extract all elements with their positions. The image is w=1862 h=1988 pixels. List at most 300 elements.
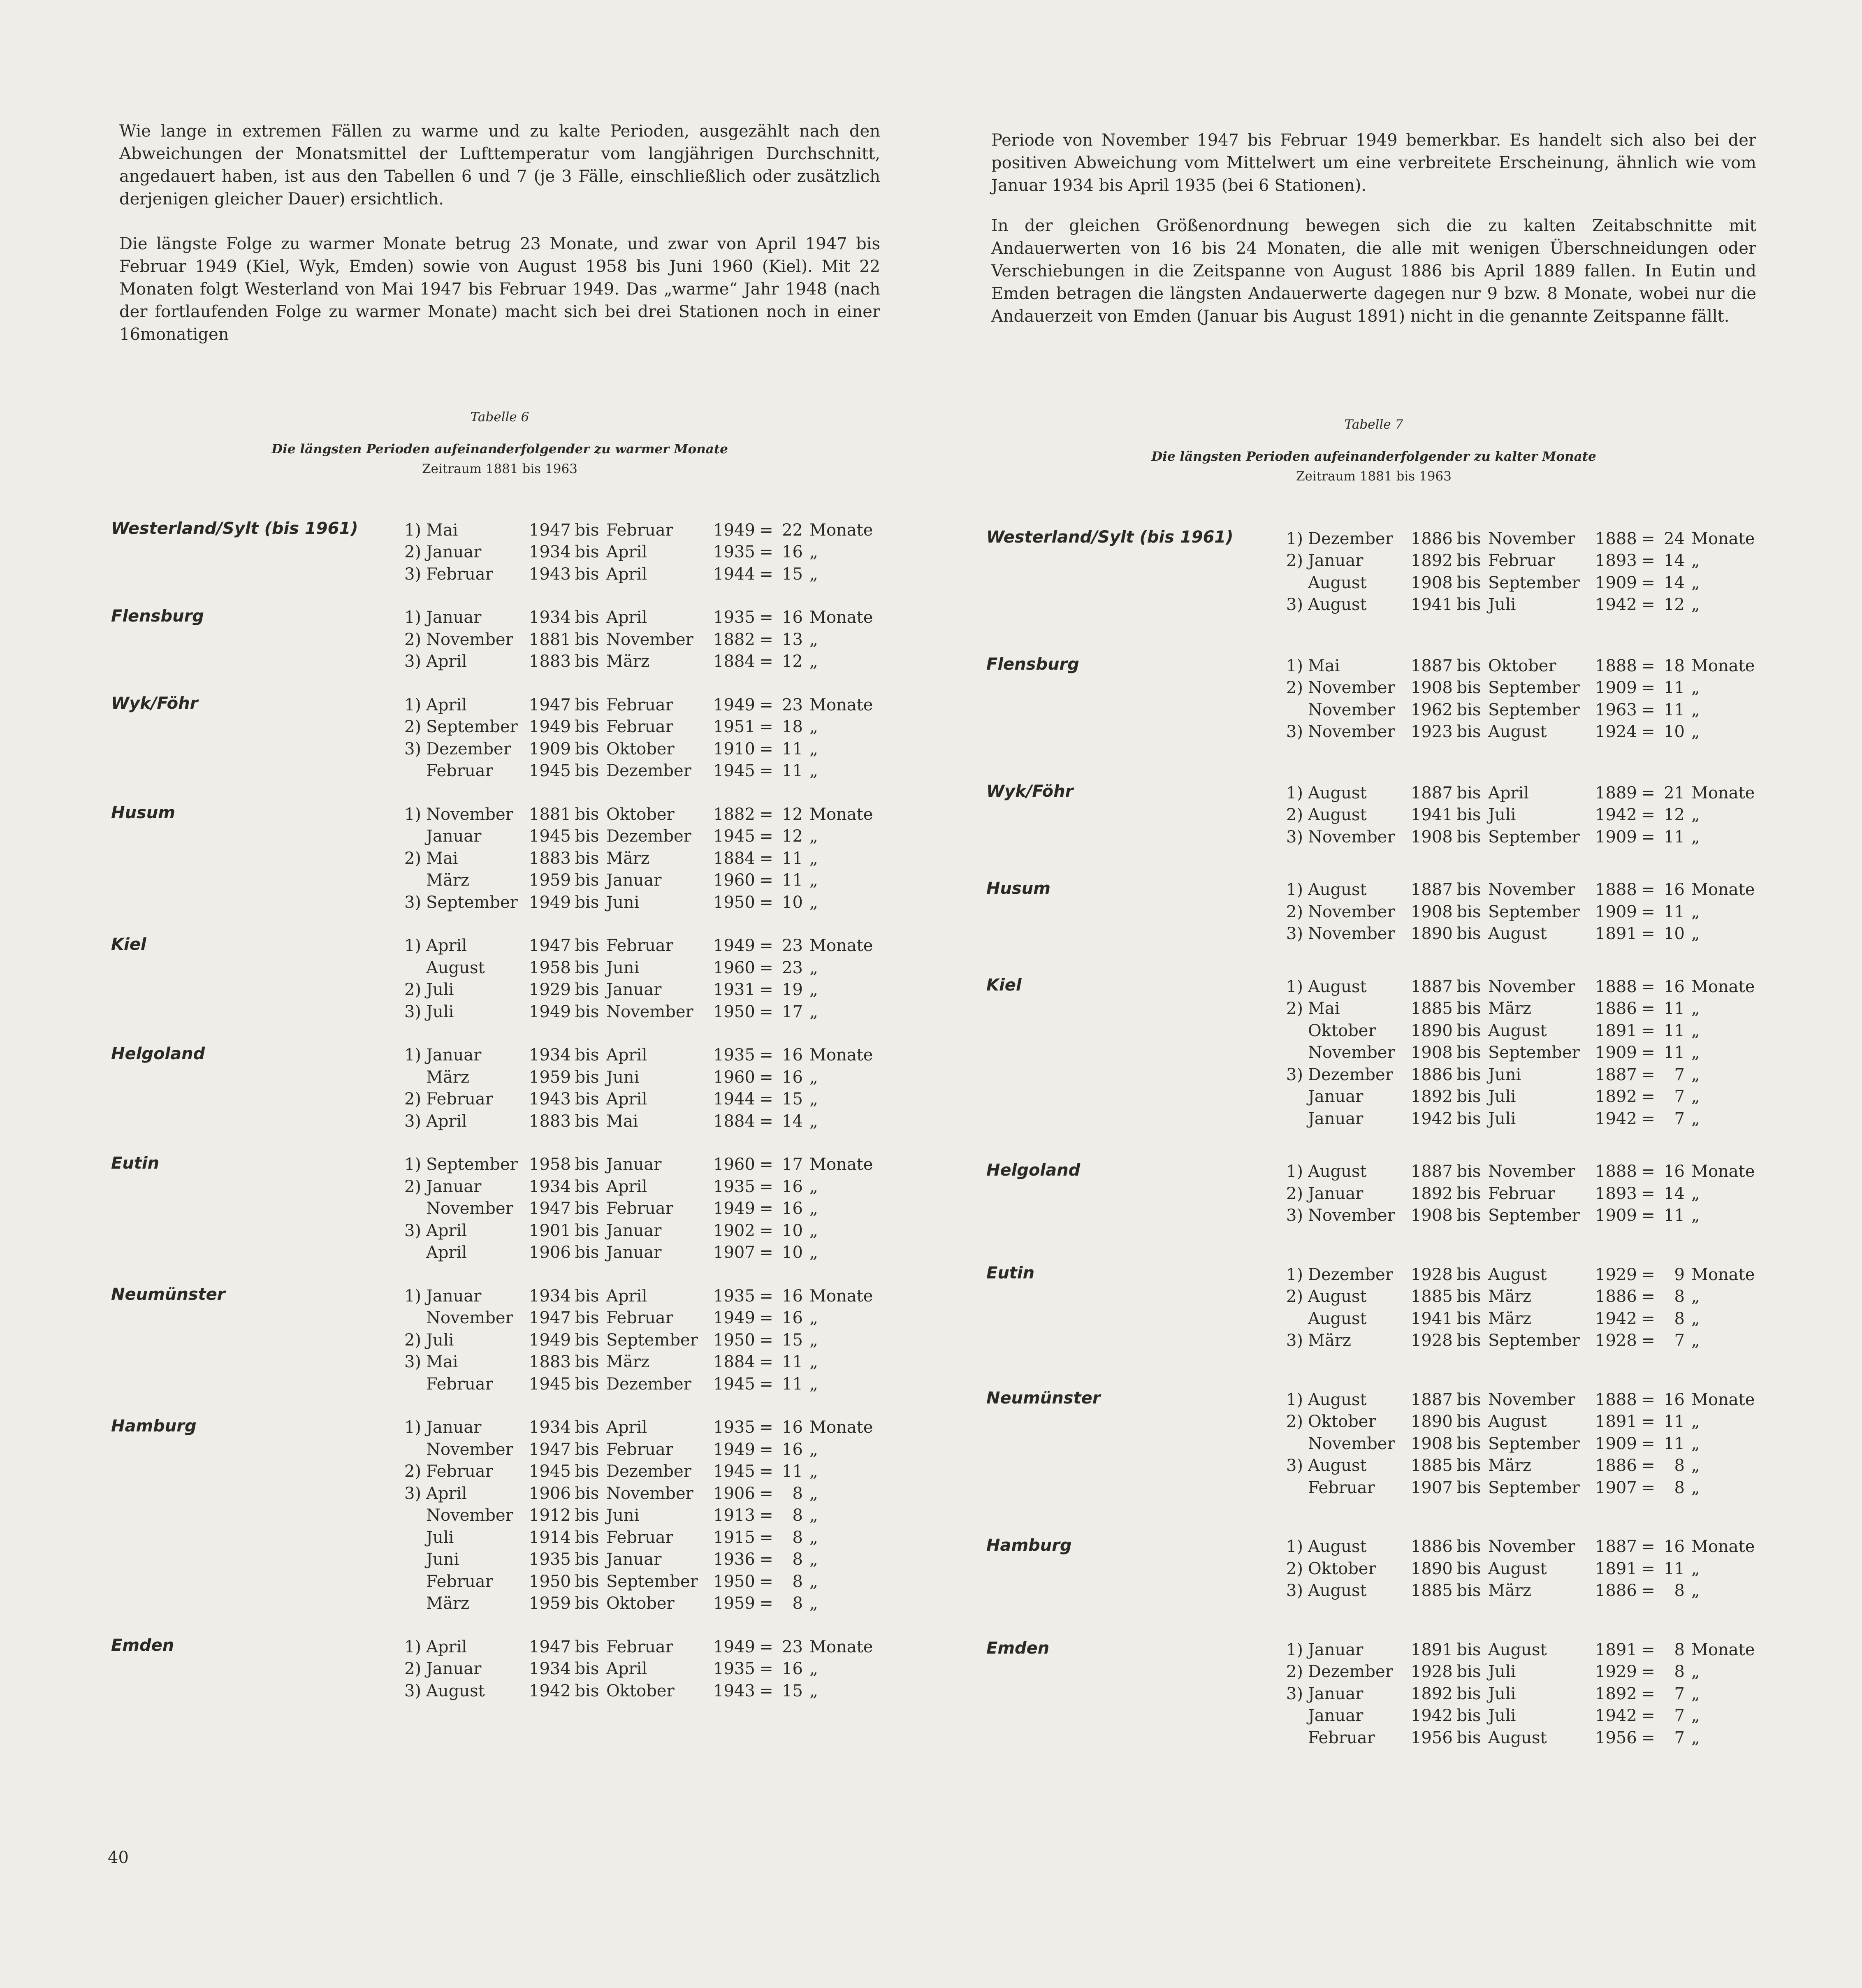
end-month: Januar <box>606 980 662 1000</box>
table-row <box>392 1417 888 1439</box>
unit-label: Monate <box>809 695 873 714</box>
start-month: Januar <box>426 1286 482 1306</box>
unit-label: „ <box>809 893 818 912</box>
station-name: Neumünster <box>986 1389 1101 1408</box>
station-name: Wyk/Föhr <box>111 694 198 713</box>
start-month: November <box>426 805 513 824</box>
end-year: 1944 <box>713 564 755 584</box>
bis-word: bis <box>1456 783 1481 803</box>
duration: 23 <box>782 958 803 977</box>
start-year: 1928 <box>1411 1265 1453 1284</box>
rank-label: 2) <box>404 717 421 737</box>
start-year: 1935 <box>529 1550 571 1569</box>
equals-sign: = <box>759 1352 773 1372</box>
table-row <box>392 651 888 673</box>
equals-sign: = <box>1641 1706 1655 1726</box>
end-year: 1884 <box>713 1111 755 1131</box>
bis-word: bis <box>1456 1706 1481 1726</box>
equals-sign: = <box>759 1637 773 1656</box>
equals-sign: = <box>1641 999 1655 1018</box>
unit-label: „ <box>809 1002 818 1021</box>
bis-word: bis <box>575 827 599 846</box>
duration: 8 <box>1674 1456 1685 1475</box>
bis-word: bis <box>1456 1043 1481 1062</box>
end-year: 1944 <box>713 1090 755 1109</box>
end-year: 1907 <box>713 1243 755 1262</box>
bis-word: bis <box>575 1243 599 1262</box>
station-group <box>111 1044 888 1132</box>
bis-word: bis <box>575 871 599 890</box>
station-group <box>111 1285 888 1395</box>
rank-label: 3) <box>404 1484 421 1503</box>
start-year: 1908 <box>1411 1434 1453 1453</box>
table-row <box>1273 721 1769 743</box>
start-month: August <box>1308 1581 1367 1601</box>
start-year: 1909 <box>529 739 571 759</box>
table-row <box>392 935 888 957</box>
rank-label: 1) <box>404 520 421 540</box>
rank-label: 2) <box>1286 678 1303 698</box>
start-year: 1907 <box>1411 1478 1453 1497</box>
start-month: Juni <box>426 1550 459 1569</box>
start-year: 1934 <box>529 1286 571 1306</box>
unit-label: „ <box>1691 1434 1700 1453</box>
end-month: August <box>1488 1640 1547 1659</box>
bis-word: bis <box>575 1418 599 1437</box>
end-year: 1942 <box>1595 1706 1637 1726</box>
duration: 14 <box>1664 551 1685 571</box>
station-name: Hamburg <box>986 1536 1072 1555</box>
bis-word: bis <box>1456 1265 1481 1284</box>
rank-label: 2) <box>1286 551 1303 571</box>
duration: 11 <box>782 761 803 781</box>
equals-sign: = <box>759 1659 773 1679</box>
duration: 16 <box>1664 977 1685 996</box>
duration: 8 <box>792 1506 803 1525</box>
unit-label: „ <box>809 1659 818 1679</box>
equals-sign: = <box>1641 1478 1655 1497</box>
end-year: 1891 <box>1595 924 1637 944</box>
start-year: 1949 <box>529 893 571 912</box>
bis-word: bis <box>575 1067 599 1087</box>
bis-word: bis <box>575 849 599 868</box>
unit-label: Monate <box>809 1046 873 1065</box>
end-year: 1888 <box>1595 880 1637 900</box>
end-month: November <box>1488 1537 1575 1557</box>
start-month: Mai <box>426 849 458 868</box>
start-year: 1912 <box>529 1506 571 1525</box>
end-year: 1909 <box>1595 1434 1637 1453</box>
bis-word: bis <box>575 543 599 562</box>
table-row <box>1273 1455 1769 1477</box>
bis-word: bis <box>575 717 599 737</box>
start-year: 1947 <box>529 695 571 714</box>
end-year: 1960 <box>713 871 755 890</box>
table-row <box>1273 1727 1769 1749</box>
equals-sign: = <box>759 1286 773 1306</box>
equals-sign: = <box>1641 1087 1655 1107</box>
end-year: 1935 <box>713 608 755 627</box>
end-year: 1909 <box>1595 902 1637 921</box>
start-month: November <box>426 630 513 649</box>
start-month: Januar <box>1308 1706 1363 1726</box>
rank-label: 1) <box>404 1155 421 1174</box>
table-row <box>392 1351 888 1373</box>
bis-word: bis <box>575 1659 599 1679</box>
equals-sign: = <box>759 1374 773 1394</box>
start-month: November <box>1308 678 1395 698</box>
start-month: April <box>426 936 467 956</box>
bis-word: bis <box>1456 700 1481 719</box>
start-year: 1890 <box>1411 1412 1453 1431</box>
start-month: November <box>1308 902 1395 921</box>
start-month: April <box>426 1484 467 1503</box>
bis-word: bis <box>575 1440 599 1459</box>
duration: 10 <box>782 893 803 912</box>
start-month: April <box>426 1243 467 1262</box>
end-month: Februar <box>1488 1184 1555 1203</box>
bis-word: bis <box>575 958 599 977</box>
equals-sign: = <box>1641 678 1655 698</box>
equals-sign: = <box>759 739 773 759</box>
equals-sign: = <box>759 1090 773 1109</box>
unit-label: „ <box>809 1308 818 1328</box>
start-month: Februar <box>426 1090 493 1109</box>
rank-label: 3) <box>404 1002 421 1021</box>
end-month: Oktober <box>606 739 675 759</box>
start-year: 1923 <box>1411 722 1453 742</box>
continuation-paragraph: Periode von November 1947 bis Februar 1949 bemerkbar. Es handelt sich also bei der positiven Abweichung vom Mittelwert um eine verbreitete Erscheinung, ähnlich wie vom Januar 1934 bis April 1935 (bei 6 Stationen). <box>991 131 1756 195</box>
duration: 23 <box>782 1637 803 1656</box>
equals-sign: = <box>1641 1728 1655 1747</box>
unit-label: Monate <box>809 1637 873 1656</box>
unit-label: „ <box>809 761 818 781</box>
end-year: 1951 <box>713 717 755 737</box>
duration: 11 <box>1664 678 1685 698</box>
start-month: August <box>1308 977 1367 996</box>
duration: 12 <box>782 805 803 824</box>
end-month: September <box>606 1330 698 1350</box>
equals-sign: = <box>1641 1662 1655 1682</box>
rank-label: 2) <box>1286 1662 1303 1682</box>
table-row <box>392 694 888 716</box>
duration: 11 <box>1664 1206 1685 1225</box>
duration: 16 <box>1664 1390 1685 1409</box>
unit-label: „ <box>809 1462 818 1481</box>
end-year: 1942 <box>1595 1309 1637 1328</box>
start-month: September <box>426 893 518 912</box>
unit-label: „ <box>1691 1559 1700 1578</box>
start-year: 1949 <box>529 717 571 737</box>
start-year: 1883 <box>529 1352 571 1372</box>
unit-label: „ <box>809 630 818 649</box>
equals-sign: = <box>1641 722 1655 742</box>
end-year: 1893 <box>1595 1184 1637 1203</box>
duration: 10 <box>782 1243 803 1262</box>
unit-label: „ <box>809 827 818 846</box>
equals-sign: = <box>759 805 773 824</box>
rank-label: 1) <box>404 608 421 627</box>
duration: 11 <box>1664 827 1685 847</box>
unit-label: „ <box>1691 999 1700 1018</box>
equals-sign: = <box>759 1111 773 1131</box>
station-name: Emden <box>111 1636 174 1655</box>
duration: 8 <box>1674 1581 1685 1601</box>
duration: 7 <box>1674 1109 1685 1128</box>
end-year: 1909 <box>1595 827 1637 847</box>
start-month: März <box>426 871 469 890</box>
equals-sign: = <box>1641 805 1655 825</box>
table-7-period: Zeitraum 1881 bis 1963 <box>1296 469 1452 484</box>
rank-label: 1) <box>404 936 421 956</box>
bis-word: bis <box>1456 999 1481 1018</box>
rank-label: 1) <box>404 805 421 824</box>
duration: 12 <box>1664 595 1685 615</box>
unit-label: „ <box>1691 722 1700 742</box>
bis-word: bis <box>1456 1434 1481 1453</box>
unit-label: „ <box>809 1067 818 1087</box>
rank-label: 3) <box>404 1111 421 1131</box>
end-month: Februar <box>606 520 673 540</box>
end-year: 1884 <box>713 1352 755 1372</box>
equals-sign: = <box>1641 529 1655 548</box>
rank-label: 2) <box>404 849 421 868</box>
end-year: 1882 <box>713 805 755 824</box>
end-year: 1950 <box>713 1572 755 1591</box>
start-year: 1883 <box>529 849 571 868</box>
duration: 16 <box>782 1177 803 1196</box>
table-row <box>392 826 888 848</box>
station-name: Flensburg <box>111 606 204 626</box>
station-group <box>111 1154 888 1264</box>
bis-word: bis <box>1456 1162 1481 1181</box>
equals-sign: = <box>1641 1640 1655 1659</box>
end-year: 1887 <box>1595 1065 1637 1084</box>
start-year: 1958 <box>529 958 571 977</box>
equals-sign: = <box>1641 1581 1655 1601</box>
equals-sign: = <box>759 1484 773 1503</box>
start-year: 1959 <box>529 1067 571 1087</box>
end-year: 1945 <box>713 827 755 846</box>
start-year: 1886 <box>1411 1537 1453 1557</box>
bis-word: bis <box>575 1572 599 1591</box>
start-month: August <box>426 1681 485 1700</box>
rank-label: 3) <box>1286 1581 1303 1601</box>
equals-sign: = <box>1641 1537 1655 1557</box>
duration: 10 <box>1664 924 1685 944</box>
duration: 8 <box>1674 1478 1685 1497</box>
duration: 18 <box>782 717 803 737</box>
rank-label: 1) <box>404 1418 421 1437</box>
start-year: 1886 <box>1411 1065 1453 1084</box>
start-year: 1892 <box>1411 1087 1453 1107</box>
bis-word: bis <box>1456 902 1481 921</box>
table-row <box>392 1636 888 1658</box>
end-month: Februar <box>606 1199 673 1218</box>
unit-label: Monate <box>1691 1640 1755 1659</box>
end-year: 1949 <box>713 936 755 956</box>
rank-label: 3) <box>404 1352 421 1372</box>
end-year: 1949 <box>713 520 755 540</box>
equals-sign: = <box>759 1506 773 1525</box>
bis-word: bis <box>575 739 599 759</box>
start-year: 1885 <box>1411 1456 1453 1475</box>
unit-label: „ <box>1691 1021 1700 1040</box>
end-year: 1892 <box>1595 1087 1637 1107</box>
end-year: 1887 <box>1595 1537 1637 1557</box>
start-year: 1892 <box>1411 551 1453 571</box>
station-name: Westerland/Sylt (bis 1961) <box>986 528 1234 547</box>
end-month: September <box>1488 1331 1580 1350</box>
unit-label: Monate <box>1691 1390 1755 1409</box>
table-7-title: Die längsten Perioden aufeinanderfolgender zu kalter Monate <box>1151 449 1596 464</box>
bis-word: bis <box>575 630 599 649</box>
end-year: 1886 <box>1595 999 1637 1018</box>
start-month: November <box>1308 1206 1395 1225</box>
unit-label: „ <box>1691 678 1700 698</box>
end-month: Juli <box>1488 1684 1516 1703</box>
unit-label: „ <box>809 1177 818 1196</box>
duration: 7 <box>1674 1087 1685 1107</box>
bis-word: bis <box>1456 1412 1481 1431</box>
unit-label: „ <box>1691 1728 1700 1747</box>
end-month: August <box>1488 1265 1547 1284</box>
end-year: 1910 <box>713 739 755 759</box>
start-year: 1947 <box>529 1440 571 1459</box>
unit-label: „ <box>809 564 818 584</box>
equals-sign: = <box>759 564 773 584</box>
unit-label: „ <box>809 1352 818 1372</box>
duration: 8 <box>1674 1640 1685 1659</box>
duration: 7 <box>1674 1684 1685 1703</box>
table-row <box>1273 1286 1769 1308</box>
duration: 16 <box>1664 1162 1685 1181</box>
bis-word: bis <box>1456 1287 1481 1306</box>
unit-label: Monate <box>809 1418 873 1437</box>
table-row <box>1273 998 1769 1020</box>
end-year: 1960 <box>713 958 755 977</box>
start-year: 1906 <box>529 1484 571 1503</box>
unit-label: „ <box>1691 1109 1700 1128</box>
rank-label: 3) <box>404 893 421 912</box>
equals-sign: = <box>759 652 773 671</box>
rank-label: 3) <box>1286 1684 1303 1703</box>
bis-word: bis <box>575 1177 599 1196</box>
end-month: November <box>606 1484 693 1503</box>
start-year: 1908 <box>1411 573 1453 592</box>
unit-label: „ <box>809 1681 818 1700</box>
equals-sign: = <box>1641 656 1655 675</box>
equals-sign: = <box>1641 1390 1655 1409</box>
equals-sign: = <box>759 871 773 890</box>
end-year: 1889 <box>1595 783 1637 803</box>
bis-word: bis <box>575 761 599 781</box>
end-year: 1891 <box>1595 1412 1637 1431</box>
warm-periods-paragraph: Die längste Folge zu warmer Monate betrug 23 Monate, und zwar von April 1947 bis Februar 1949 (Kiel, Wyk, Emden) sowie von August 1958 bis Juni 1960 (Kiel). Mit 22 Monaten folgt Westerland von Mai 1947 bis Februar 1949. Das „warme“ Jahr 1948 (nach der fortlaufenden Folge zu warmer Monate) macht sich bei drei Stationen noch in einer 16monatigen <box>119 234 880 344</box>
duration: 16 <box>782 543 803 562</box>
rank-label: 1) <box>404 1286 421 1306</box>
table-row <box>392 1176 888 1198</box>
end-month: September <box>1488 902 1580 921</box>
end-month: Juni <box>606 958 640 977</box>
end-year: 1915 <box>713 1528 755 1547</box>
end-year: 1945 <box>713 1374 755 1394</box>
end-month: November <box>606 630 693 649</box>
start-month: Mai <box>426 520 458 540</box>
station-name: Westerland/Sylt (bis 1961) <box>111 519 358 538</box>
rank-label: 3) <box>1286 1065 1303 1084</box>
table-row <box>392 1154 888 1176</box>
start-year: 1941 <box>1411 805 1453 825</box>
table-row <box>1273 1705 1769 1727</box>
end-month: Januar <box>606 1155 662 1174</box>
table-row <box>1273 879 1769 901</box>
start-year: 1934 <box>529 1177 571 1196</box>
bis-word: bis <box>575 805 599 824</box>
bis-word: bis <box>575 1550 599 1569</box>
station-name: Flensburg <box>986 655 1079 674</box>
end-month: November <box>1488 1162 1575 1181</box>
start-month: Februar <box>1308 1728 1375 1747</box>
table-row <box>1273 1411 1769 1433</box>
table-row <box>392 1285 888 1307</box>
end-month: November <box>1488 529 1575 548</box>
end-year: 1945 <box>713 761 755 781</box>
end-month: Januar <box>606 1221 662 1240</box>
table-row <box>392 1307 888 1329</box>
end-month: Februar <box>606 1308 673 1328</box>
intro-paragraph: Wie lange in extremen Fällen zu warme und zu kalte Perioden, ausgezählt nach den Abweichungen der Monatsmittel der Lufttemperatur vom langjährigen Durchschnitt, angedauert haben, ist aus den Tabellen 6 und 7 (je 3 Fälle, einschließlich oder zusätzlich derjenigen gleicher Dauer) ersichtlich. <box>119 122 880 209</box>
table-row <box>392 1593 888 1615</box>
unit-label: Monate <box>1691 880 1755 900</box>
end-year: 1945 <box>713 1462 755 1481</box>
station-name: Hamburg <box>111 1416 197 1436</box>
end-month: Dezember <box>606 1462 691 1481</box>
duration: 8 <box>1674 1309 1685 1328</box>
equals-sign: = <box>759 1440 773 1459</box>
end-year: 1909 <box>1595 678 1637 698</box>
unit-label: „ <box>1691 595 1700 615</box>
unit-label: Monate <box>809 936 873 956</box>
end-year: 1893 <box>1595 551 1637 571</box>
end-year: 1929 <box>1595 1265 1637 1284</box>
end-year: 1891 <box>1595 1021 1637 1040</box>
start-month: August <box>1308 1309 1367 1328</box>
rank-label: 2) <box>404 1177 421 1196</box>
start-year: 1942 <box>1411 1109 1453 1128</box>
table-row <box>392 1373 888 1395</box>
station-group <box>111 519 888 585</box>
equals-sign: = <box>759 695 773 714</box>
table-row <box>1273 804 1769 826</box>
end-month: April <box>606 1659 647 1679</box>
start-month: Januar <box>426 1418 482 1437</box>
unit-label: Monate <box>809 805 873 824</box>
unit-label: „ <box>1691 827 1700 847</box>
bis-word: bis <box>575 1221 599 1240</box>
start-year: 1947 <box>529 936 571 956</box>
unit-label: „ <box>809 958 818 977</box>
end-month: Juli <box>1488 1662 1516 1682</box>
unit-label: „ <box>809 1330 818 1350</box>
table-row <box>1273 826 1769 848</box>
bis-word: bis <box>1456 1537 1481 1557</box>
table-row <box>1273 1205 1769 1227</box>
end-month: November <box>1488 1390 1575 1409</box>
rank-label: 1) <box>404 1046 421 1065</box>
end-month: Dezember <box>606 827 691 846</box>
duration: 16 <box>782 1418 803 1437</box>
